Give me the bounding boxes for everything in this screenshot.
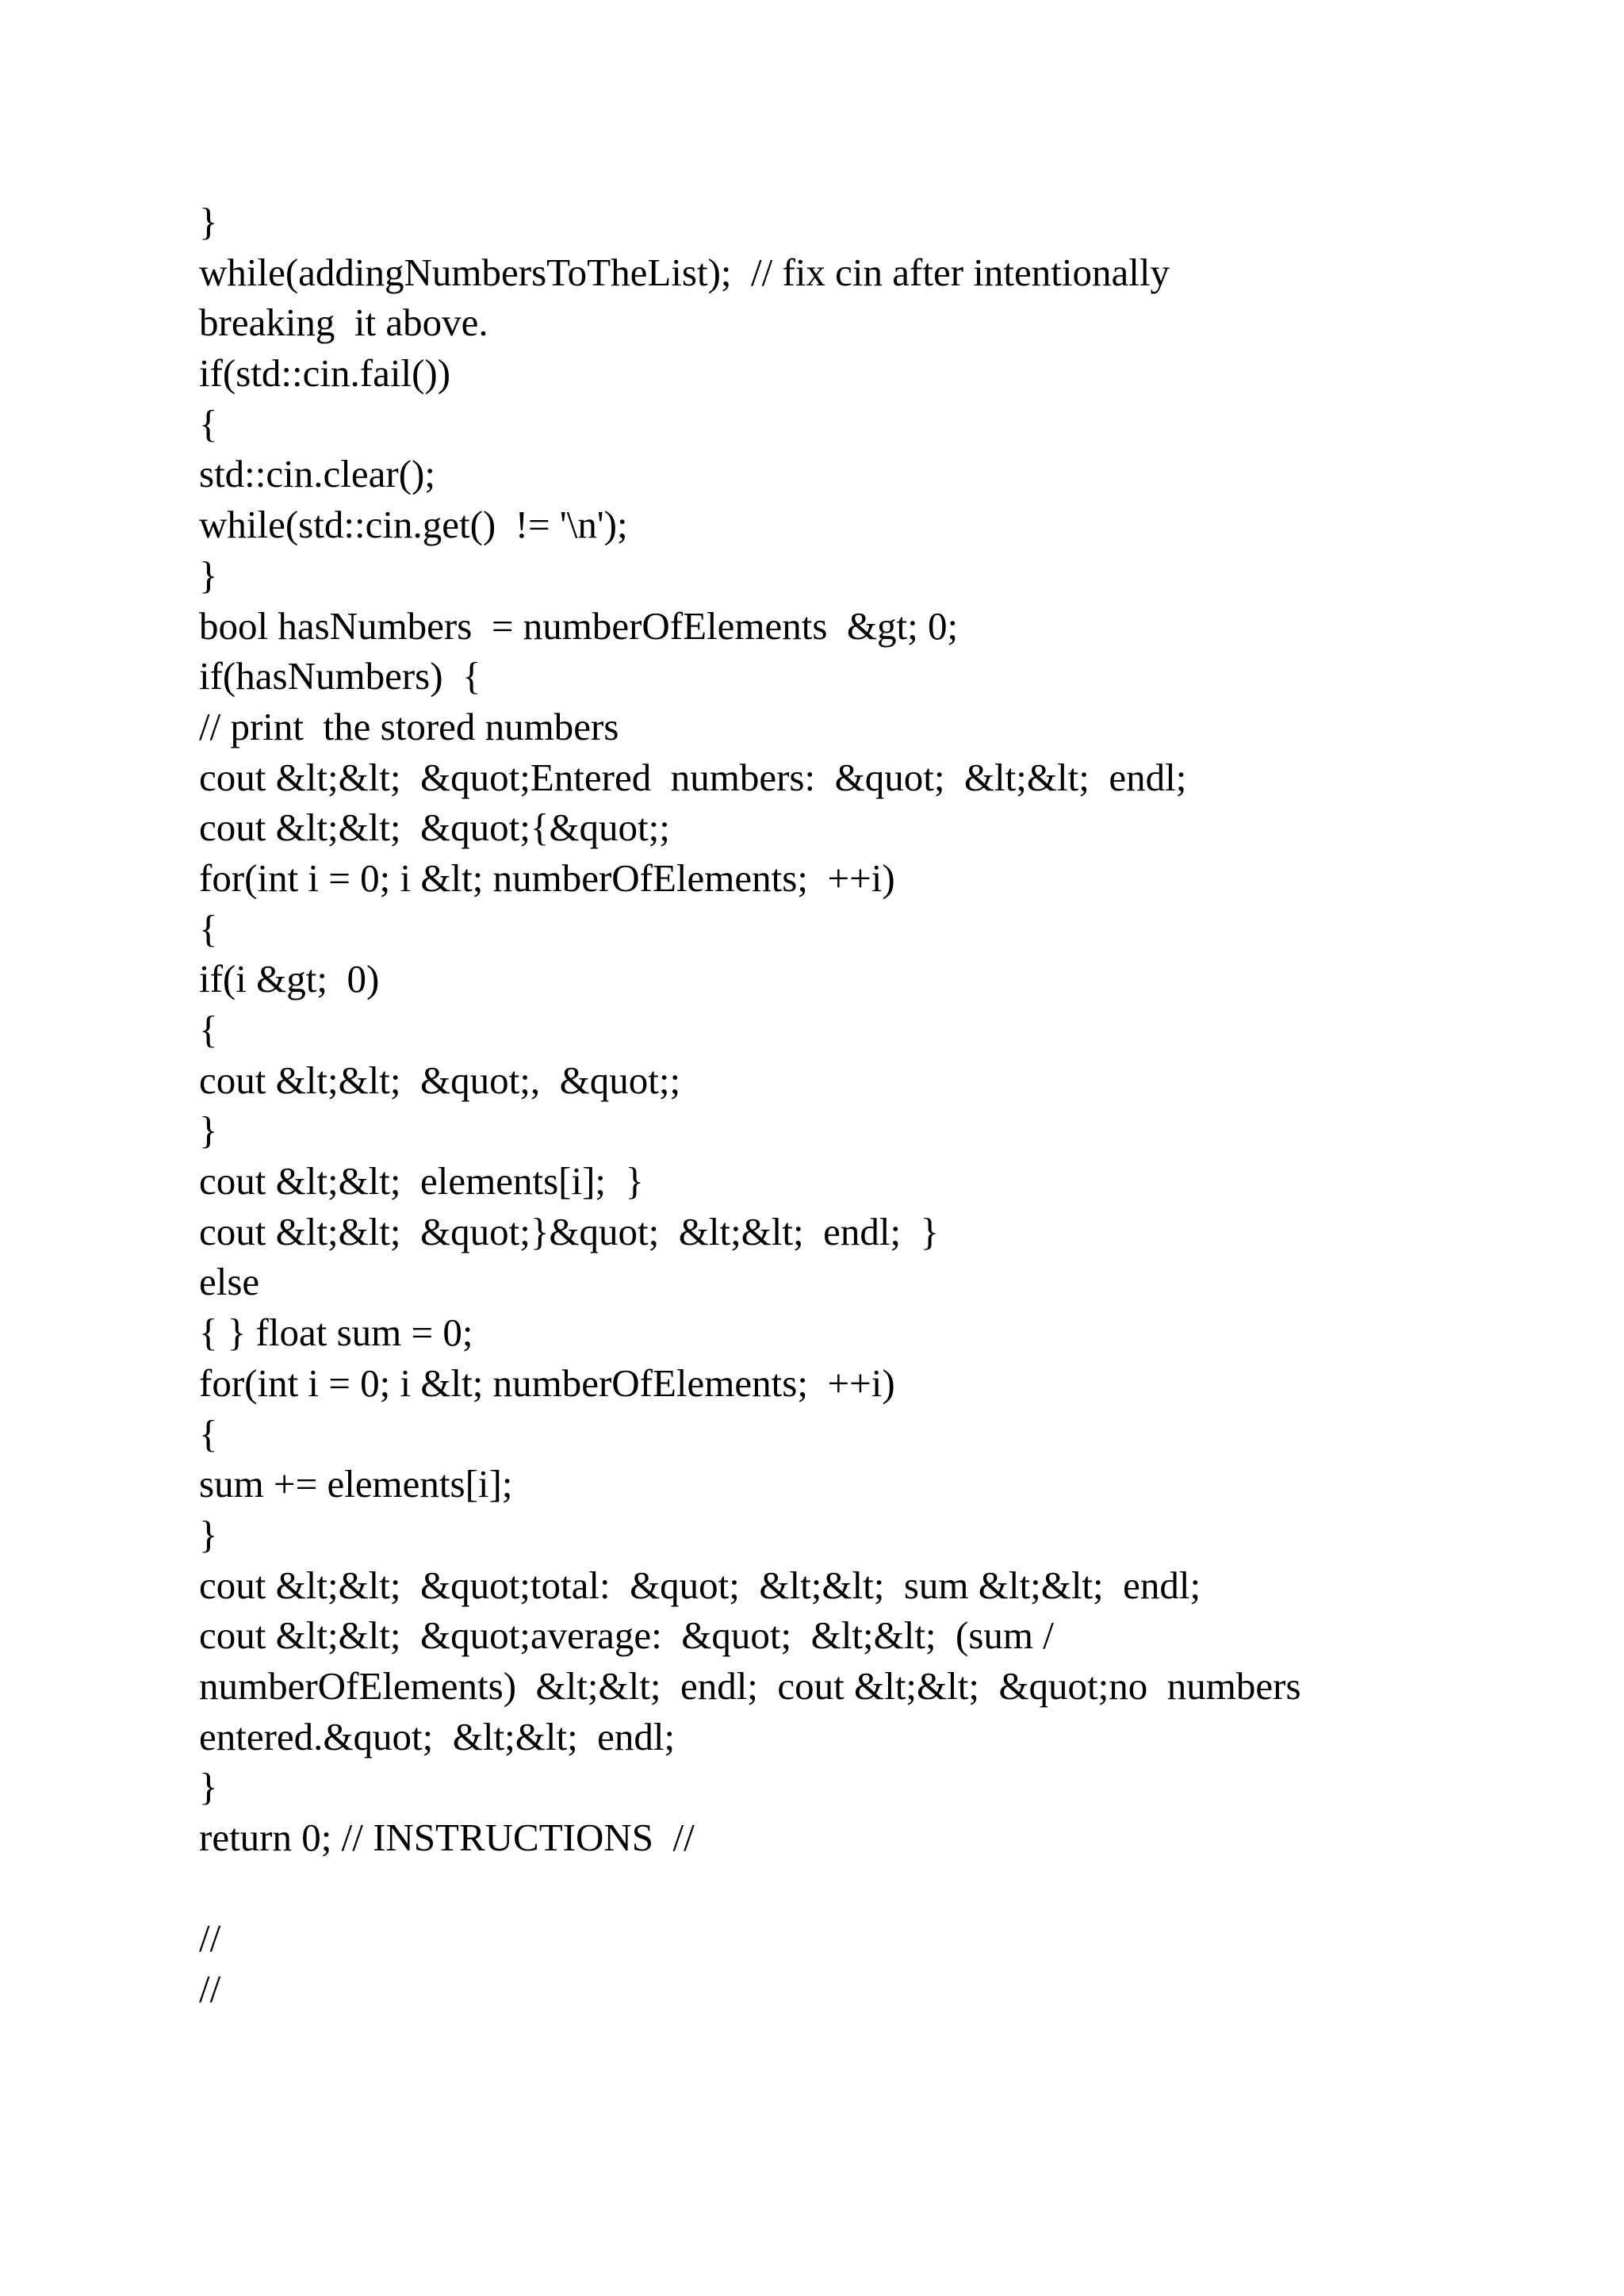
text-line: //	[199, 1916, 221, 1961]
text-line: while(std::cin.get() != '\n');	[199, 503, 628, 547]
text-line: return 0; // INSTRUCTIONS //	[199, 1816, 695, 1859]
text-line: entered.&quot; &lt;&lt; endl;	[199, 1714, 676, 1758]
blank-line	[199, 1863, 1547, 1914]
text-line: for(int i = 0; i &lt; numberOfElements; ++i)	[199, 855, 895, 900]
text-line: cout &lt;&lt; &quot;}&quot; &lt;&lt; endl; }	[199, 1209, 940, 1253]
text-line: }	[199, 1512, 218, 1556]
text-line: // print the stored numbers	[199, 704, 619, 748]
text-line: {	[199, 1411, 218, 1456]
text-line: std::cin.clear();	[199, 452, 435, 496]
text-line: {	[199, 401, 218, 446]
text-line: if(std::cin.fail())	[199, 351, 451, 396]
text-line: }	[199, 1108, 218, 1153]
text-line: {	[199, 1008, 218, 1051]
text-line: cout &lt;&lt; &quot;total: &quot; &lt;&lt; sum &lt;&lt; endl;	[199, 1563, 1201, 1607]
text-line: cout &lt;&lt; &quot;average: &quot; &lt;&lt; (sum /	[199, 1613, 1054, 1658]
text-line: breaking it above.	[199, 300, 488, 345]
text-line: cout &lt;&lt; &quot;Entered numbers: &quot; &lt;&lt; endl;	[199, 755, 1187, 799]
text-line: if(i &gt; 0)	[199, 957, 380, 1001]
text-line: numberOfElements) &lt;&lt; endl; cout &lt;&lt; &quot;no numbers	[199, 1663, 1301, 1708]
text-line: cout &lt;&lt; &quot;, &quot;;	[199, 1058, 681, 1102]
text-line: cout &lt;&lt; elements[i]; }	[199, 1159, 645, 1203]
text-line: for(int i = 0; i &lt; numberOfElements; ++i)	[199, 1360, 895, 1405]
text-line: while(addingNumbersToTheList); // fix cin after intentionally	[199, 250, 1170, 294]
text-line: }	[199, 1765, 218, 1809]
text-line: cout &lt;&lt; &quot;{&quot;;	[199, 806, 670, 850]
text-line: //	[199, 1967, 221, 2011]
text-line: }	[199, 200, 218, 243]
text-line: }	[199, 553, 218, 597]
text-line: else	[199, 1260, 260, 1304]
text-line: sum += elements[i];	[199, 1462, 513, 1506]
text-line: {	[199, 906, 218, 951]
text-line: if(hasNumbers) {	[199, 654, 481, 698]
text-line: bool hasNumbers = numberOfElements &gt; 0;	[199, 603, 959, 648]
code-text-block	[199, 197, 1547, 2015]
text-line: { } float sum = 0;	[199, 1311, 473, 1355]
